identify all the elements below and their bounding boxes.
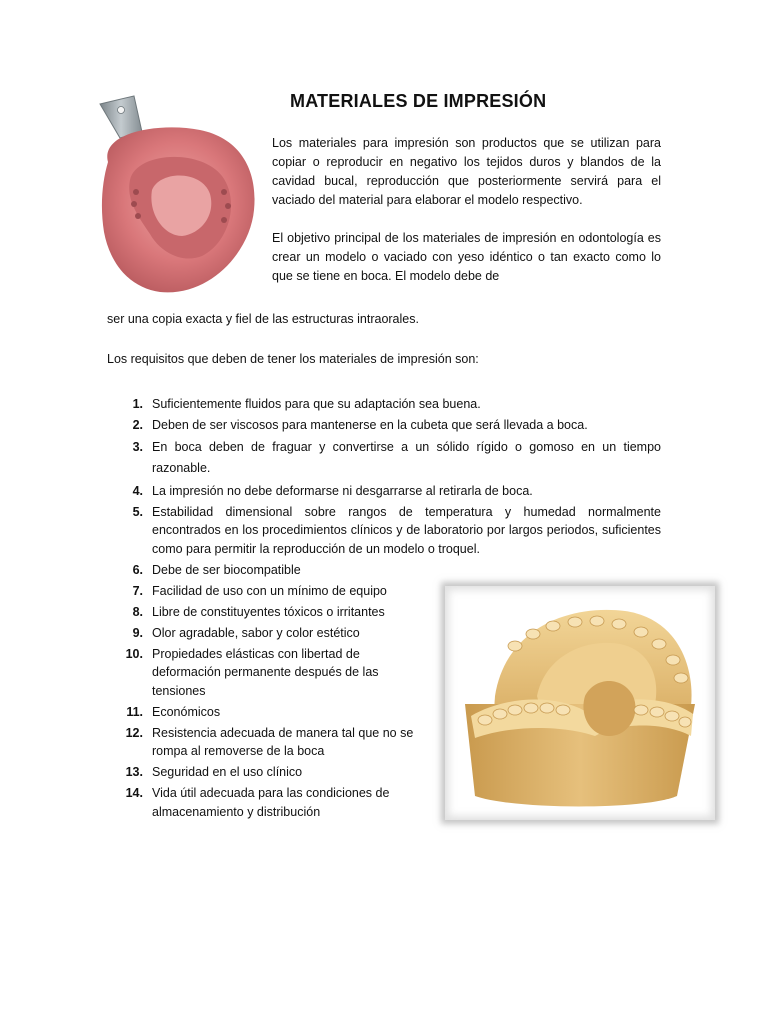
intro-paragraph-2: El objetivo principal de los materiales de impresión en odontología es crear un modelo o vaciado con yeso idéntico o tan exacto como lo que se tiene en boca. El modelo debe de bbox=[272, 231, 661, 283]
list-item bbox=[108, 416, 661, 435]
list-item bbox=[108, 482, 661, 501]
impression-tray-image bbox=[90, 92, 262, 302]
list-item-text: Estabilidad dimensional sobre rangos de temperatura y humedad normalmente encontrados en los procedimientos clínicos y de laboratorio por largos periodos, suficientes como para permitir la reproducción de un modelo o troquel. bbox=[152, 504, 661, 556]
intro-paragraph-2-tail: ser una copia exacta y fiel de las estructuras intraorales. bbox=[107, 312, 419, 326]
list-item-number: 3. bbox=[132, 440, 143, 454]
list-item-number: 5. bbox=[132, 504, 143, 519]
list-item-number: 13. bbox=[125, 765, 143, 779]
list-item-number: 1. bbox=[132, 397, 143, 411]
list-item-number: 12. bbox=[125, 725, 143, 740]
list-item-text: Deben de ser viscosos para mantenerse en la cubeta que será llevada a boca. bbox=[152, 418, 588, 432]
list-item-text: La impresión no debe deformarse ni desgarrarse al retirarla de boca. bbox=[152, 483, 533, 498]
intro-text bbox=[272, 134, 661, 286]
list-item-text: Libre de constituyentes tóxicos o irritantes bbox=[152, 604, 385, 619]
list-item-number: 4. bbox=[132, 483, 143, 498]
list-item-text: Seguridad en el uso clínico bbox=[152, 765, 303, 779]
plaster-cast-illustration bbox=[445, 586, 715, 820]
list-item-text: Suficientemente fluidos para que su adaptación sea buena. bbox=[152, 397, 481, 411]
list-item-text: Vida útil adecuada para las condiciones de almacenamiento y distribución bbox=[152, 786, 390, 819]
list-item-text: Debe de ser biocompatible bbox=[152, 562, 301, 577]
list-item-text: Facilidad de uso con un mínimo de equipo bbox=[152, 583, 387, 598]
list-item-number: 14. bbox=[125, 786, 143, 800]
list-item-number: 6. bbox=[132, 562, 143, 577]
list-item-text: Resistencia adecuada de manera tal que no se rompa al removerse de la boca bbox=[152, 725, 414, 758]
list-item-text: Económicos bbox=[152, 704, 221, 719]
plaster-cast-image bbox=[445, 586, 715, 820]
list-item-number: 2. bbox=[132, 418, 143, 432]
list-item bbox=[108, 503, 661, 559]
list-item-text: Olor agradable, sabor y color estético bbox=[152, 625, 360, 640]
list-item-number: 9. bbox=[132, 625, 143, 640]
list-item bbox=[108, 561, 661, 580]
list-item-number: 11. bbox=[126, 704, 143, 719]
list-item-number: 10. bbox=[125, 646, 143, 661]
page-title: MATERIALES DE IMPRESIÓN bbox=[290, 91, 547, 111]
requirements-intro: Los requisitos que deben de tener los materiales de impresión son: bbox=[107, 352, 479, 366]
list-item-number: 7. bbox=[132, 583, 143, 598]
intro-paragraph-1: Los materiales para impresión son productos que se utilizan para copiar o reproducir en negativo los tejidos duros y blandos de la cavidad bucal, reproducción que posteriormente servirá para el vaciado del material para elaborar el modelo respectivo. bbox=[272, 136, 661, 207]
list-item bbox=[108, 437, 661, 479]
impression-tray-illustration bbox=[90, 92, 262, 302]
list-item-text: En boca deben de fraguar y convertirse a un sólido rígido o gomoso en un tiempo razonable. bbox=[152, 440, 661, 475]
list-item-number: 8. bbox=[132, 604, 143, 619]
list-item bbox=[108, 395, 661, 414]
intro-paragraph-2-continuation bbox=[107, 310, 667, 329]
list-item-text: Propiedades elásticas con libertad de deformación permanente después de las tensiones bbox=[152, 646, 379, 698]
